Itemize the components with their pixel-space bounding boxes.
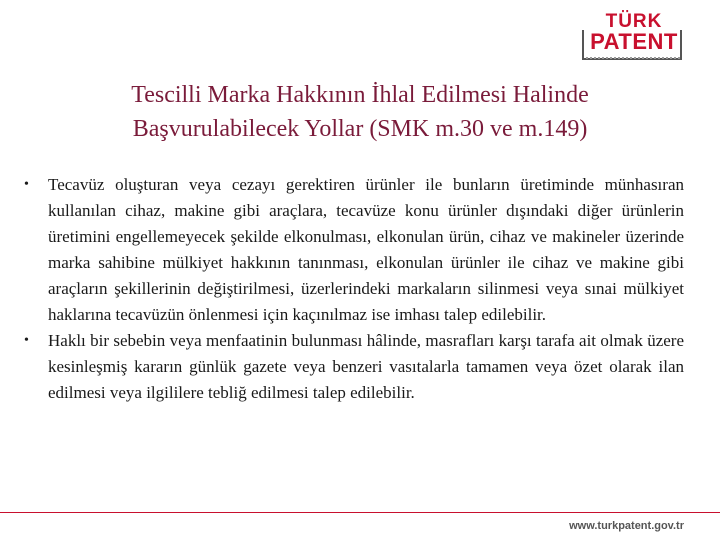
logo-tagline — [586, 57, 680, 59]
logo-turk-text: TÜRK — [605, 11, 663, 32]
title-line-1: Tescilli Marka Hakkının İhlal Edilmesi Halinde — [131, 82, 589, 108]
bullet-item — [24, 172, 684, 328]
bullet-text: Haklı bir sebebin veya menfaatinin bulunması hâlinde, masrafları karşı tarafa ait olmak üzere kesinleşmiş kararın günlük gazete veya benzeri vasıtalarla tamamen veya özet olarak ilan edilmesi veya ilgililere tebliğ edilmesi talep edilebilir. — [48, 331, 684, 402]
footer-website-link[interactable]: www.turkpatent.gov.tr — [569, 520, 684, 532]
turkpatent-logo — [582, 8, 686, 64]
bullet-item — [24, 328, 684, 406]
title-line-2: Başvurulabilecek Yollar (SMK m.30 ve m.149) — [132, 116, 588, 142]
bullet-list — [24, 172, 684, 406]
logo-patent-text: PATENT — [590, 29, 678, 54]
bullet-icon: • — [24, 333, 29, 348]
slide-title — [20, 78, 700, 146]
bullet-text: Tecavüz oluşturan veya cezayı gerektiren ürünler ile bunların üretiminde münhasıran kullanılan cihaz, makine gibi araçlara, tecavüze konu ürünler dışındaki diğer ürünlerin üretimini engellemeyecek şekilde elkonulması, elkonulan ürün, cihaz ve makineler üzerinde marka sahibine mülkiyet hakkının tanınması, elkonulan ürünler ile cihaz ve makine gibi araçların şekillerinin değiştirilmesi, üzerlerindeki markaların silinmesi veya sınai mülkiyet haklarına tecavüzün önlenmesi için kaçınılmaz ise imhası talep edilebilir. — [48, 175, 684, 324]
footer-divider — [0, 512, 720, 513]
bullet-icon: • — [24, 177, 29, 192]
